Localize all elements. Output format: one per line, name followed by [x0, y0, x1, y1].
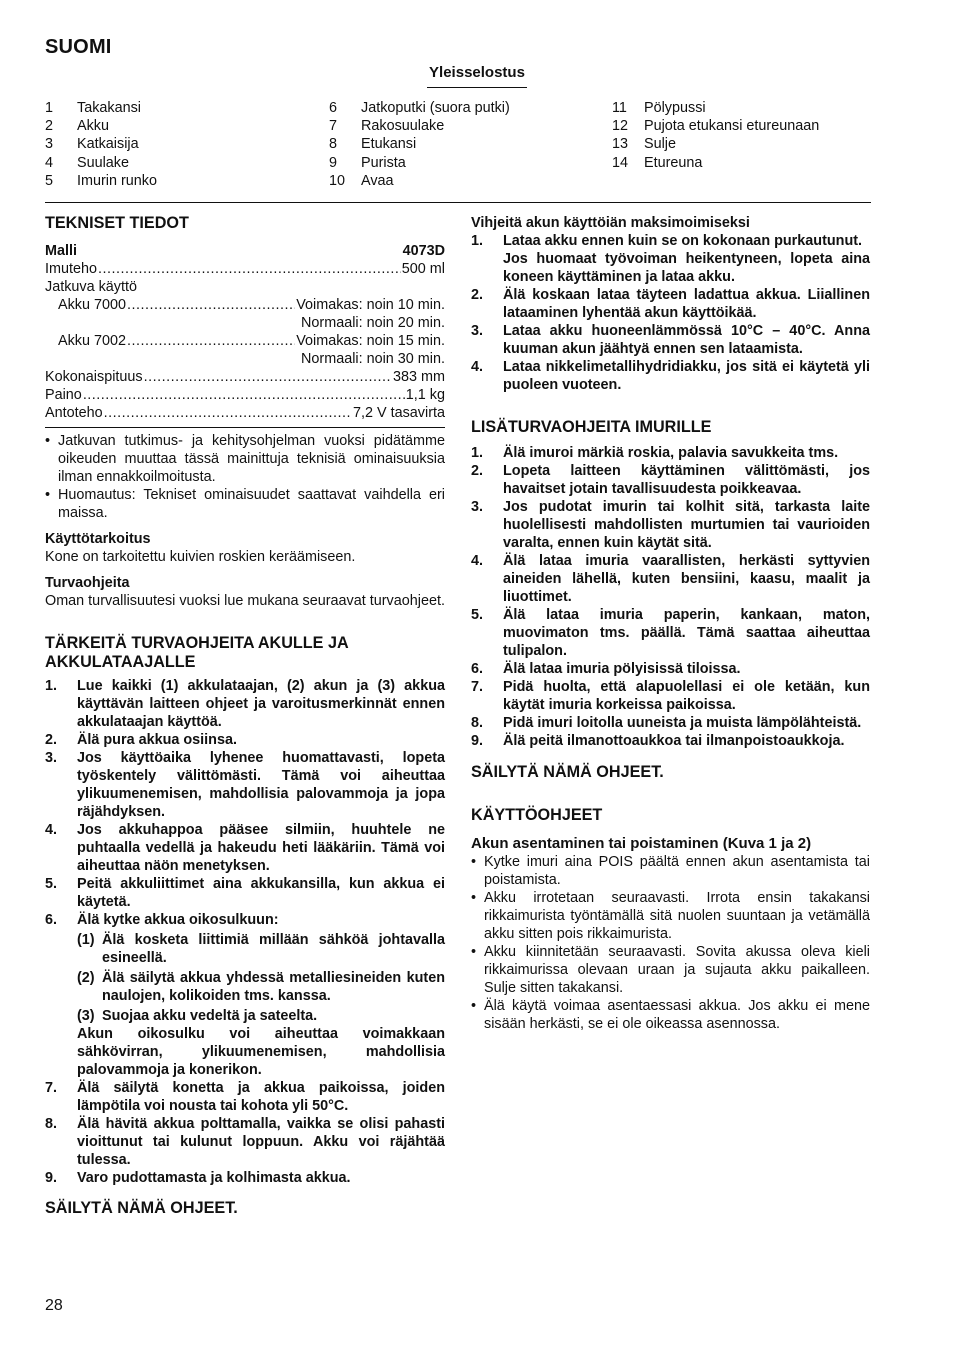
overview-title: Yleisselostus — [0, 64, 954, 88]
battery-tip-item: 2. Älä koskaan lataa täyteen ladattua akkua. Liiallinen lataaminen lyhentää akun käyttöikää. — [471, 287, 870, 321]
parts-column-1 — [45, 99, 157, 190]
part-item: 4 Suulake — [45, 154, 130, 171]
safety-intro-text: Oman turvallisuutesi vuoksi lue mukana seuraavat turvaohjeet. — [45, 593, 445, 609]
part-item: 13 Sulje — [612, 136, 676, 153]
battery-tip-item: 1. Lataa akku ennen kuin se on kokonaan purkautunut. — [471, 233, 863, 249]
section-divider — [45, 202, 871, 203]
part-item: 11 Pölypussi — [612, 100, 706, 116]
left-column — [45, 214, 445, 1218]
vacuum-safety-item: 2. Lopeta laitteen käyttäminen välittömästi, jos havaitset jotain tavallisuudesta poikkeavaa. — [471, 463, 870, 497]
spec-note: • Huomautus: Tekniset ominaisuudet saattavat vaihdella eri maissa. — [45, 487, 445, 521]
operation-bullet: • Kytke imuri aina POIS päältä ennen akun asentamista tai poistamista. — [471, 854, 870, 888]
battery-safety-subitem: (2) Älä säilytä akkua yhdessä metalliesineiden kuten naulojen, kolikoiden tms. kanssa. — [77, 970, 445, 1004]
specs-divider — [45, 427, 445, 428]
operation-bullet: • Älä käytä voimaa asentaessasi akkua. Jos akku ei mene sisään herkästi, se ei ole oikeassa asennossa. — [471, 998, 870, 1032]
part-item: 3 Katkaisija — [45, 136, 139, 153]
vacuum-safety-title: LISÄTURVAOHJEITA IMURILLE — [471, 418, 712, 436]
vacuum-safety-item: 1. Älä imuroi märkiä roskia, palavia savukkeita tms. — [471, 445, 839, 461]
vacuum-safety-save-notice: SÄILYTÄ NÄMÄ OHJEET. — [471, 763, 664, 781]
battery-tip-item: 4. Lataa nikkelimetallihydridiakku, jos sitä ei käytetä yli puoleen vuoteen. — [471, 359, 870, 393]
parts-column-3 — [612, 99, 819, 172]
battery-safety-item: 2. Älä pura akkua osiinsa. — [45, 732, 237, 748]
vacuum-safety-item: 9. Älä peitä ilmanottoaukkoa tai ilmanpoistoaukkoja. — [471, 733, 845, 749]
part-item: 7 Rakosuulake — [329, 118, 445, 135]
intended-use-title: Käyttötarkoitus — [45, 531, 151, 547]
battery-safety-item: 9. Varo pudottamasta ja kolhimasta akkua. — [45, 1170, 351, 1186]
spec-power-row: Antoteho ..... 7,2 V tasavirta — [45, 404, 445, 422]
spec-weight-row: Paino ..... 1,1 kg — [45, 386, 445, 404]
battery-safety-save-notice: SÄILYTÄ NÄMÄ OHJEET. — [45, 1199, 238, 1217]
vacuum-safety-item: 6. Älä lataa imuria pölyisissä tiloissa. — [471, 661, 741, 677]
operation-bullet: • Akku irrotetaan seuraavasti. Irrota ensin takakansi rikkaimurista työntämällä sitä nuolen suuntaan ja vetämällä akku sitten pois rikkaimurista. — [471, 890, 870, 942]
battery-safety-item: 8. Älä hävitä akkua polttamalla, vaikka se olisi pahasti vioittunut tai kulunut loppuun. Akku voi räjähtää tulessa. — [45, 1116, 445, 1168]
battery-safety-subitem: (3) Suojaa akku vedeltä ja sateelta. — [77, 1008, 318, 1024]
spec-battery-7002-row: Akku 7002 ..... Voimakas: noin 15 min. — [45, 332, 445, 350]
spec-battery-7000-normal: Normaali: noin 20 min. — [301, 315, 445, 331]
battery-safety-item: 7. Älä säilytä konetta ja akkua paikoissa, joiden lämpötila voi nousta tai kohota yli 50°C. — [45, 1080, 445, 1114]
vacuum-safety-item: 8. Pidä imuri loitolla uuneista ja muista lämpölähteistä. — [471, 715, 862, 731]
spec-battery-7000-row: Akku 7000 ..... Voimakas: noin 10 min. — [45, 296, 445, 314]
battery-tips-title: Vihjeitä akun käyttöiän maksimoimiseksi — [471, 215, 750, 231]
safety-intro-title: Turvaohjeita — [45, 575, 130, 591]
vacuum-safety-item: 7. Pidä huolta, että alapuolellasi ei ole ketään, kun käytät imuria korkeissa paikoissa. — [471, 679, 870, 713]
battery-safety-item: 5. Peitä akkuliittimet aina akkukansilla, kun akkua ei käytetä. — [45, 876, 445, 910]
battery-safety-item-continuation: Akun oikosulku voi aiheuttaa voimakkaan sähkövirran, ylikuumenemisen, mahdollisia palovammoja ja konerikon. — [77, 1026, 445, 1078]
battery-safety-title: TÄRKEITÄ TURVAOHJEITA AKULLE JA AKKULATAAJALLE — [45, 634, 349, 671]
battery-tip-continuation: Jos huomaat työvoiman heikentyneen, lopeta aina koneen käyttäminen ja lataa akku. — [503, 251, 870, 285]
part-item: 6 Jatkoputki (suora putki) — [329, 100, 510, 116]
spec-length-row: Kokonaispituus ..... 383 mm — [45, 368, 445, 386]
specs-title: TEKNISET TIEDOT — [45, 214, 189, 232]
battery-safety-subitem: (1) Älä kosketa liittimiä millään sähköä johtavalla esineellä. — [77, 932, 445, 966]
battery-safety-item: 1. Lue kaikki (1) akkulataajan, (2) akun ja (3) akkua käyttävän laitteen ohjeet ja varoitusmerkinnät ennen akkulataajan käyttöä. — [45, 678, 445, 730]
battery-safety-item: 3. Jos käyttöaika lyhenee huomattavasti, lopeta työskentely välittömästi. Tämä voi aiheuttaa ylikuumenemisen, mahdollisia palovammoja ja jopa räjähdyksen. — [45, 750, 445, 820]
part-item: 14 Etureuna — [612, 154, 703, 171]
battery-safety-item: 4. Jos akkuhappoa pääsee silmiin, huuhtele ne puhtaalla vedellä ja hakeudu heti lääkäriin. Tämä voi aiheuttaa näön menetyksen. — [45, 822, 445, 874]
intended-use-text: Kone on tarkoitettu kuivien roskien keräämiseen. — [45, 549, 356, 565]
operation-subtitle: Akun asentaminen tai poistaminen (Kuva 1 ja 2) — [471, 835, 812, 852]
page-language-heading: SUOMI — [45, 36, 112, 58]
vacuum-safety-item: 5. Älä lataa imuria paperin, kankaan, maton, muovimaton tms. päällä. Tämä saattaa aiheuttaa tulipalon. — [471, 607, 870, 659]
battery-safety-item: 6. Älä kytke akkua oikosulkuun: — [45, 912, 279, 928]
part-item: 2 Akku — [45, 118, 109, 135]
part-item: 10 Avaa — [329, 172, 394, 189]
vacuum-safety-item: 3. Jos pudotat imurin tai kolhit sitä, tarkasta laite huolellisesti mahdollisten murtumien tai vaurioiden varalta, ennen kuin käytät sitä. — [471, 499, 870, 551]
parts-column-2 — [329, 99, 510, 190]
operation-title: KÄYTTÖOHJEET — [471, 806, 603, 824]
part-item: 8 Etukansi — [329, 136, 417, 153]
part-item: 12 Pujota etukansi etureunaan — [612, 118, 820, 135]
part-item: 9 Purista — [329, 154, 406, 171]
right-column — [471, 214, 870, 1033]
battery-tip-item: 3. Lataa akku huoneenlämmössä 10°C – 40°C. Anna kuuman akun jäähtyä ennen sen lataamista. — [471, 323, 870, 357]
page-number: 28 — [45, 1297, 63, 1314]
operation-bullet: • Akku kiinnitetään seuraavasti. Sovita akussa oleva kieli rikkaimurissa olevaan uraan ja sujauta akku paikalleen. Sulje sitten takakansi. — [471, 944, 870, 996]
spec-continuous-label: Jatkuva käyttö — [45, 279, 137, 295]
part-item: 1 Takakansi — [45, 100, 141, 116]
spec-battery-7002-normal: Normaali: noin 30 min. — [301, 351, 445, 367]
spec-note: • Jatkuvan tutkimus- ja kehitysohjelman vuoksi pidätämme oikeuden muuttaa tässä mainittuja teknisiä ominaisuuksia ilman ennakkoilmoitusta. — [45, 433, 445, 485]
spec-model-row: Malli 4073D — [45, 243, 445, 259]
spec-suction-row: Imuteho ..... 500 ml — [45, 260, 445, 278]
part-item: 5 Imurin runko — [45, 172, 157, 189]
vacuum-safety-item: 4. Älä lataa imuria vaarallisten, herkästi syttyvien aineiden lähellä, kuten bensiini, kaasu, maalit ja liuottimet. — [471, 553, 870, 605]
